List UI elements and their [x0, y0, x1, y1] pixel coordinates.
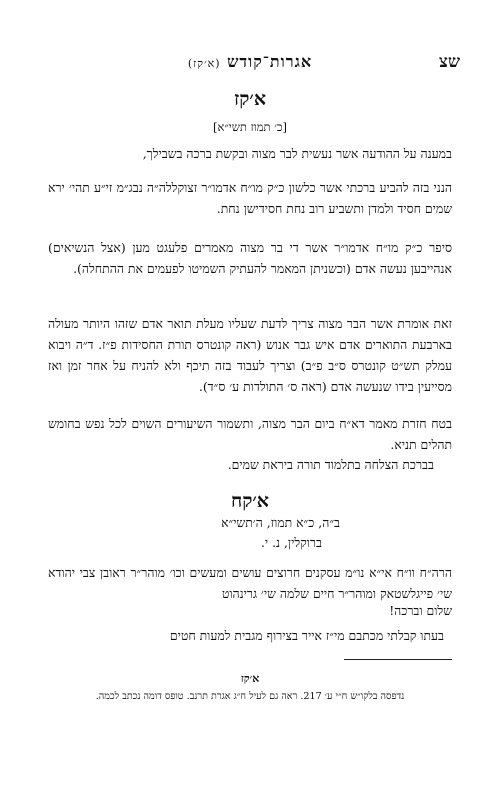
book-title — [40, 52, 460, 72]
paragraph-explanation: זאת אומרת אשר הבר מצוה צריך לדעת שעליו מעלת תואר אדם שזהו היותר מעולה בארבעת התוארים אדם איש גבר אנוש (ראה קונטרס תורת החסידות פ״ז. ד״ה ויבוא עמלק תש״ט קונטרס ס״ב פ״ב) וצריך לעבוד בזה תיכף ולא להניח על אחר זמן ואז מסייעין בידו שנעשה אדם (ראה ס׳ התולדות ע׳ ס״ד). — [48, 316, 452, 394]
footnote-heading: א׳קז — [240, 672, 260, 685]
paragraph-blessing: הנני בזה להביע ברכתי אשר כלשון כ״ק מו״ח אדמו״ר זצוקללה״ה נבג״מ זי״ע תהי׳ ירא שמים חסיד ולמדן ותשביע רוב נחת חסידישן נחת. — [48, 180, 452, 216]
footnote-divider — [344, 659, 452, 660]
running-header — [40, 52, 460, 80]
book-title-text: אגרות־קודש — [227, 52, 313, 71]
letter-date-2: ב״ה, כ״א תמוז, ה׳תשי״א — [221, 515, 340, 530]
paragraph-story: סיפר כ״ק מו״ח אדמו״ר אשר די בר מצוה מאמרים פלעגט מען (אצל הנשיאים) אנהייבען נעשה אדם (וכשניתן המאמר להעתיק השמיטו לפעמים את ההתחלה). — [48, 240, 452, 276]
page-number: שצ — [439, 52, 460, 72]
letter-body-start: בעתו קבלתי מכתבם מי״ז אייר בצירוף מגבית למעות חטים — [169, 628, 444, 643]
addressee: הרה״ח וו״ח אי״א נו״מ עסקנים חרוצים עושים ומעשים וכו׳ מוהר״ר ראובן צבי יהודא שי׳ פייגלשטאק ומוהר״ר חיים שלמה שי׳ גרינהוט — [48, 565, 452, 601]
letter-ref: (א׳קז) — [187, 57, 221, 70]
letter-heading-1: א׳קז — [233, 88, 267, 110]
footnote-text: נדפסה בלקו״ש ח״י ע׳ 217. ראה גם לעיל ח״ג אגרת תרנב. טופס דומה נכתב לכמה. — [95, 691, 405, 702]
paragraph-opening: במענה על ההודעה אשר נעשית לבר מצוה ובקשת ברכה בשבילך, — [142, 146, 452, 161]
paragraph-review: בטח חזרת מאמר דא״ח ביום הבר מצוה, ותשמור השיעורים השוים לכל נפש בחומש תהלים תניא. — [48, 416, 452, 452]
greeting: שלום וברכה! — [389, 603, 452, 618]
letter-place: ברוקלין, נ. י. — [260, 535, 322, 550]
closing-blessing: בברכת הצלחה בתלמוד תורה ביראת שמים. — [227, 457, 434, 472]
letter-heading-2: א׳קח — [231, 490, 269, 512]
letter-date-1: [כ׳ תמוז תשי״א] — [213, 120, 287, 134]
